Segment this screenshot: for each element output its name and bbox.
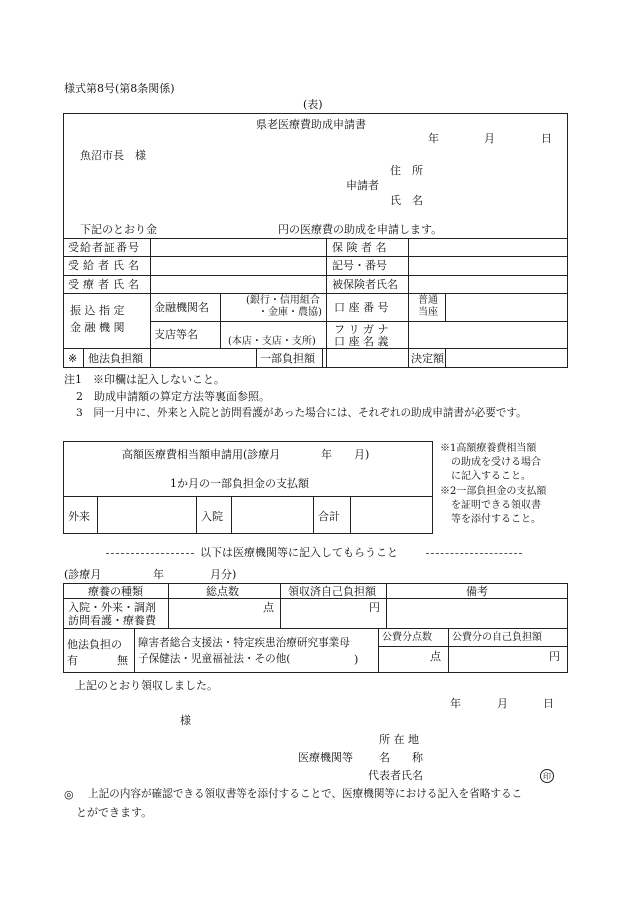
partial-amount-label: 一部負担額 — [260, 352, 315, 365]
footer-text-2: とができます。 — [76, 806, 153, 819]
date-year: 年 — [428, 132, 439, 145]
other-law-no: 無 — [117, 654, 128, 667]
public-points-unit: 点 — [430, 650, 441, 663]
branch-label: 支店等名 — [154, 328, 198, 341]
other-law-label: 他法負担の — [67, 638, 122, 651]
date-month: 月 — [484, 132, 495, 145]
public-points-label: 公費分点数 — [382, 632, 432, 643]
public-yen-unit: 円 — [549, 650, 560, 663]
recipient-name-label: 受給者氏名 — [68, 259, 143, 272]
receipt-year: 年 — [450, 697, 461, 710]
insured-name-label: 被保険者氏名 — [332, 278, 398, 291]
treatment-types-2: 訪問看護・療養費 — [68, 614, 156, 627]
note-2: 2 助成申請額の算定方法等裏面参照。 — [76, 390, 270, 403]
form-number: 様式第8号(第8条関係) — [64, 82, 175, 95]
institution-name-label: 名 称 — [379, 751, 423, 764]
form-title: 県老医療費助成申請書 — [256, 118, 366, 131]
bank-types-1: (銀行・信用組合 — [246, 295, 320, 306]
transfer-label-1: 振 込 指 定 — [70, 304, 125, 317]
header-treatment-type: 療養の種類 — [88, 585, 143, 598]
date-day: 日 — [541, 132, 552, 145]
header-remarks: 備考 — [466, 585, 488, 598]
address-label: 住 所 — [390, 164, 423, 177]
received-text: 上記のとおり領収しました。 — [75, 679, 218, 692]
applicant-label: 申請者 — [346, 179, 379, 192]
account-type-1: 普通 — [418, 295, 438, 306]
decided-amount-label: 決定額 — [411, 352, 444, 365]
laws-line-1: 障害者総合支援法・特定疾患治療研究事業母 — [138, 637, 350, 649]
note-3: 3 同一月中に、外来と入院と訪問看護があった場合には、それぞれの助成申請書が必要です。 — [76, 407, 527, 419]
high-cost-month: 月) — [354, 448, 370, 461]
request-prefix: 下記のとおり金 — [80, 223, 157, 236]
request-suffix: 円の医療費の助成を申請します。 — [278, 223, 443, 236]
bank-name-label: 金融機関名 — [154, 301, 209, 314]
header-total-points: 総点数 — [206, 585, 239, 598]
public-self-pay-label: 公費分の自己負担額 — [452, 632, 542, 643]
treatment-types-1: 入院・外来・調剤 — [68, 601, 156, 614]
high-cost-subtitle: 1か月の一部負担金の支払額 — [170, 477, 309, 490]
high-cost-title: 高額医療費相当額申請用(診療月 — [122, 448, 281, 461]
side-note-1-line-3: に記入すること。 — [451, 471, 531, 482]
outpatient-label: 外来 — [68, 510, 90, 523]
recipient-cert-no-label: 受給者証番号 — [68, 241, 140, 254]
side-note-2-line-1: ※2一部負担金の支払額 — [440, 486, 547, 497]
side-note-2-line-3: 等を添付すること。 — [451, 514, 541, 525]
treatment-month-label: (診療月 — [64, 568, 102, 581]
total-label: 合計 — [318, 510, 340, 523]
side-note-2-line-2: を証明できる領収書 — [451, 500, 541, 511]
branch-types: (本店・支店・支所) — [228, 336, 316, 347]
side-note-1-line-2: の助成を受ける場合 — [451, 457, 541, 468]
name-label: 氏 名 — [390, 194, 423, 207]
location-label: 所 在 地 — [379, 733, 419, 746]
account-number-label: 口 座 番 号 — [334, 301, 389, 314]
footer-mark: ◎ — [64, 788, 74, 801]
laws-line-2-close: ) — [354, 653, 359, 666]
receipt-day: 日 — [543, 697, 554, 710]
account-type-2: 当座 — [418, 307, 438, 318]
institution-label: 医療機関等 — [298, 751, 353, 764]
addressee: 魚沼市長 様 — [80, 149, 146, 162]
side-label: (表) — [303, 98, 323, 111]
high-cost-year: 年 — [321, 448, 332, 461]
yen-unit: 円 — [369, 601, 380, 614]
transfer-label-2: 金 融 機 関 — [70, 321, 125, 334]
laws-line-2: 子保健法・児童福祉法・その他( — [138, 653, 291, 665]
footer-text-1: 上記の内容が確認できる領収書等を添付することで、医療機関等における記入を省略するこ — [88, 788, 523, 800]
patient-name-label: 受療者氏名 — [68, 278, 143, 291]
other-law-yes: 有 — [67, 654, 78, 667]
sama-label: 様 — [180, 714, 191, 727]
seal-icon: 印 — [540, 769, 554, 783]
mark-symbol: ※ — [68, 352, 78, 365]
symbol-number-label: 記号・番号 — [332, 259, 387, 272]
receipt-month: 月 — [497, 697, 508, 710]
inpatient-label: 入院 — [201, 510, 223, 523]
treatment-year: 年 — [153, 568, 164, 581]
header-paid-self-pay: 領収済自己負担額 — [288, 585, 376, 598]
note-1: 注1 ※印欄は記入しないこと。 — [64, 373, 225, 386]
side-note-1-line-1: ※1高額療養費相当額 — [440, 443, 537, 454]
other-law-amount-label: 他法負担額 — [88, 352, 143, 365]
representative-label: 代表者氏名 — [368, 769, 423, 782]
points-unit: 点 — [263, 601, 274, 614]
separator-text: 以下は医療機関等に記入してもらうこと — [200, 546, 398, 559]
bank-types-2: ・金庫・農協) — [258, 307, 322, 318]
treatment-month-suffix: 月分) — [210, 568, 237, 581]
account-holder-label: 口 座 名 義 — [334, 335, 389, 348]
furigana-label: フ リ ガ ナ — [334, 323, 389, 336]
insurer-name-label: 保 険 者 名 — [332, 241, 387, 254]
